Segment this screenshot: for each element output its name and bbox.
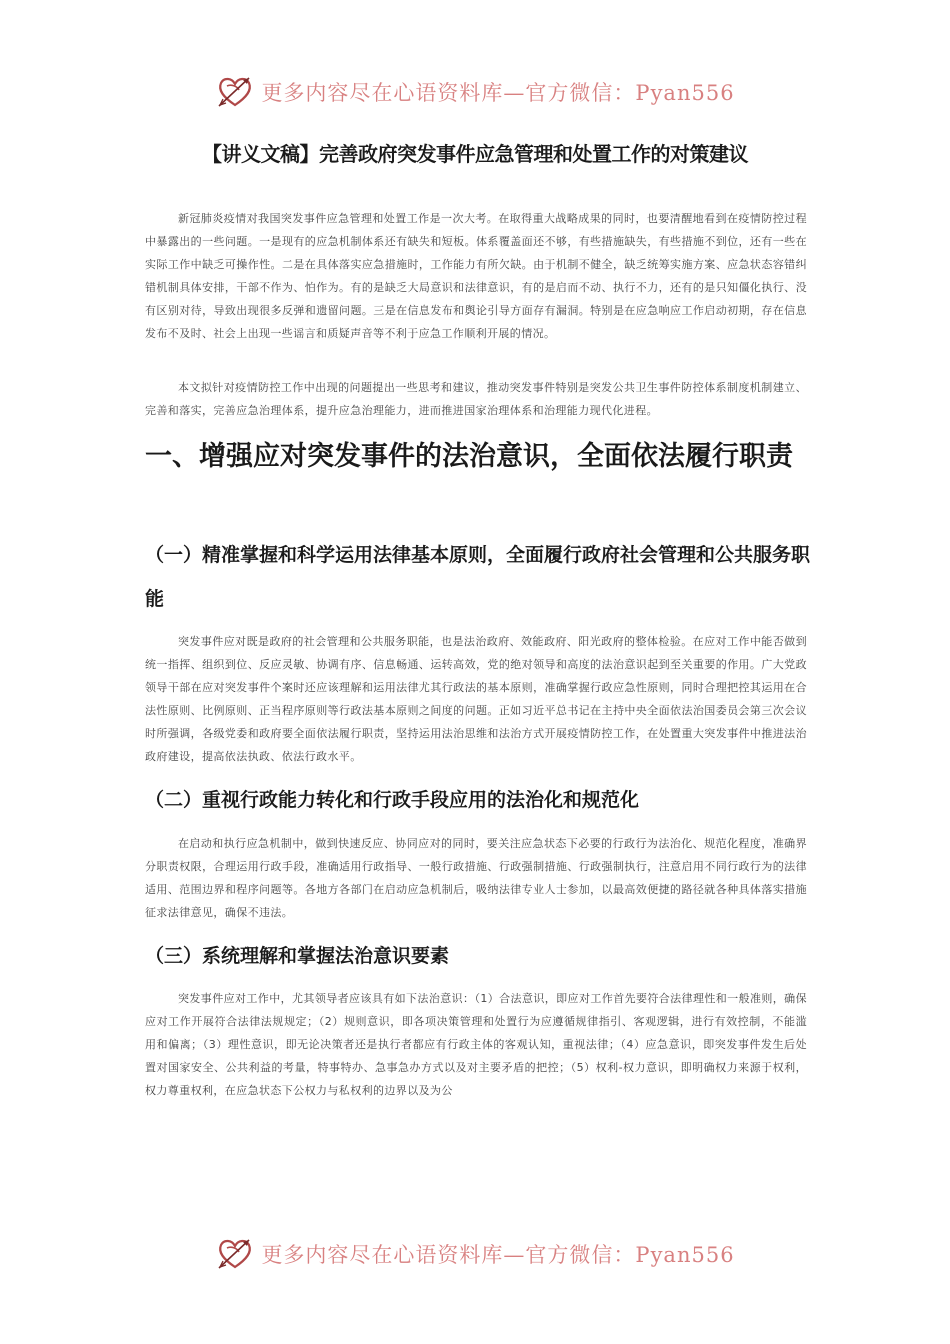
- subsection-2-heading: （二）重视行政能力转化和行政手段应用的法治化和规范化: [145, 789, 640, 811]
- subsection-3-body: 突发事件应对工作中，尤其领导者应该具有如下法治意识：（1）合法意识，即应对工作首先要符合法律理性和一般准则，确保应对工作开展符合法律法规规定；（2）规则意识，即各项决策管理和处置行为应遵循规律指引、客观逻辑，进行有效控制，不能滥用和偏离；（3）理性意识，即无论决策者还是执行者都应有行政主体的客观认知，重视法律；（4）应急意识，即突发事件发生后处置对国家安全、公共利益的考量，特事特办、急事急办方式以及对主要矛盾的把控；（5）权利-权力意识，即明确权力来源于权利，权力尊重权利，在应急状态下公权力与私权利的边界以及为公: [145, 992, 807, 1097]
- section-1-heading: 一、增强应对突发事件的法治意识，全面依法履行职责: [145, 441, 793, 472]
- subsection-1-heading: （一）精准掌握和科学运用法律基本原则，全面履行政府社会管理和公共服务职能: [145, 544, 811, 610]
- heart-arrow-logo-icon: [215, 1234, 255, 1274]
- subsection-2-body: 在启动和执行应急机制中，做到快速反应、协同应对的同时，要关注应急状态下必要的行政行为法治化、规范化程度，准确界分职责权限，合理运用行政手段，准确适用行政指导、一般行政措施、行政强制措施、行政强制执行，注意启用不同行政行为的法律适用、范围边界和程序问题等。各地方各部门在启动应急机制后，吸纳法律专业人士参加，以最高效便捷的路径就各种具体落实措施征求法律意见，确保不违法。: [145, 837, 807, 919]
- document-title: 【讲义文稿】完善政府突发事件应急管理和处置工作的对策建议: [202, 142, 748, 166]
- subsection-3-heading: （三）系统理解和掌握法治意识要素: [145, 945, 450, 967]
- heart-arrow-logo-icon: [215, 72, 255, 112]
- intro-paragraph-2: 本文拟针对疫情防控工作中出现的问题提出一些思考和建议，推动突发事件特别是突发公共卫生事件防控体系制度机制建立、完善和落实，完善应急治理体系，提升应急治理能力，进而推进国家治理体系和治理能力现代化进程。: [145, 381, 807, 417]
- subsection-1-body: 突发事件应对既是政府的社会管理和公共服务职能，也是法治政府、效能政府、阳光政府的整体检验。在应对工作中能否做到统一指挥、组织到位、反应灵敏、协调有序、信息畅通、运转高效，党的绝对领导和高度的法治意识起到至关重要的作用。广大党政领导干部在应对突发事件个案时还应该理解和运用法律尤其行政法的基本原则，准确掌握行政应急性原则，同时合理把控其运用在合法性原则、比例原则、正当程序原则等行政法基本原则之间度的问题。正如习近平总书记在主持中央全面依法治国委员会第三次会议时所强调，各级党委和政府要全面依法履行职责，坚持运用法治思维和法治方式开展疫情防控工作，在处置重大突发事件中推进法治政府建设，提高依法执政、依法行政水平。: [145, 635, 807, 763]
- banner-text: 更多内容尽在心语资料库—官方微信：Pyan556: [261, 81, 735, 105]
- footer-banner: [0, 1234, 950, 1274]
- header-banner: [0, 72, 950, 112]
- intro-paragraph-1: 新冠肺炎疫情对我国突发事件应急管理和处置工作是一次大考。在取得重大战略成果的同时，也要清醒地看到在疫情防控过程中暴露出的一些问题。一是现有的应急机制体系还有缺失和短板。体系覆盖面还不够，有些措施缺失，有些措施不到位，还有一些在实际工作中缺乏可操作性。二是在具体落实应急措施时，工作能力有所欠缺。由于机制不健全，缺乏统筹实施方案、应急状态容错纠错机制具体安排，干部不作为、怕作为。有的是缺乏大局意识和法律意识，有的是启而不动、执行不力，还有的是只知僵化执行、没有区别对待，导致出现很多反弹和遗留问题。三是在信息发布和舆论引导方面存有漏洞。特别是在应急响应工作启动初期，存在信息发布不及时、社会上出现一些谣言和质疑声音等不利于应急工作顺利开展的情况。: [145, 212, 807, 340]
- banner-text: 更多内容尽在心语资料库—官方微信：Pyan556: [261, 1243, 735, 1267]
